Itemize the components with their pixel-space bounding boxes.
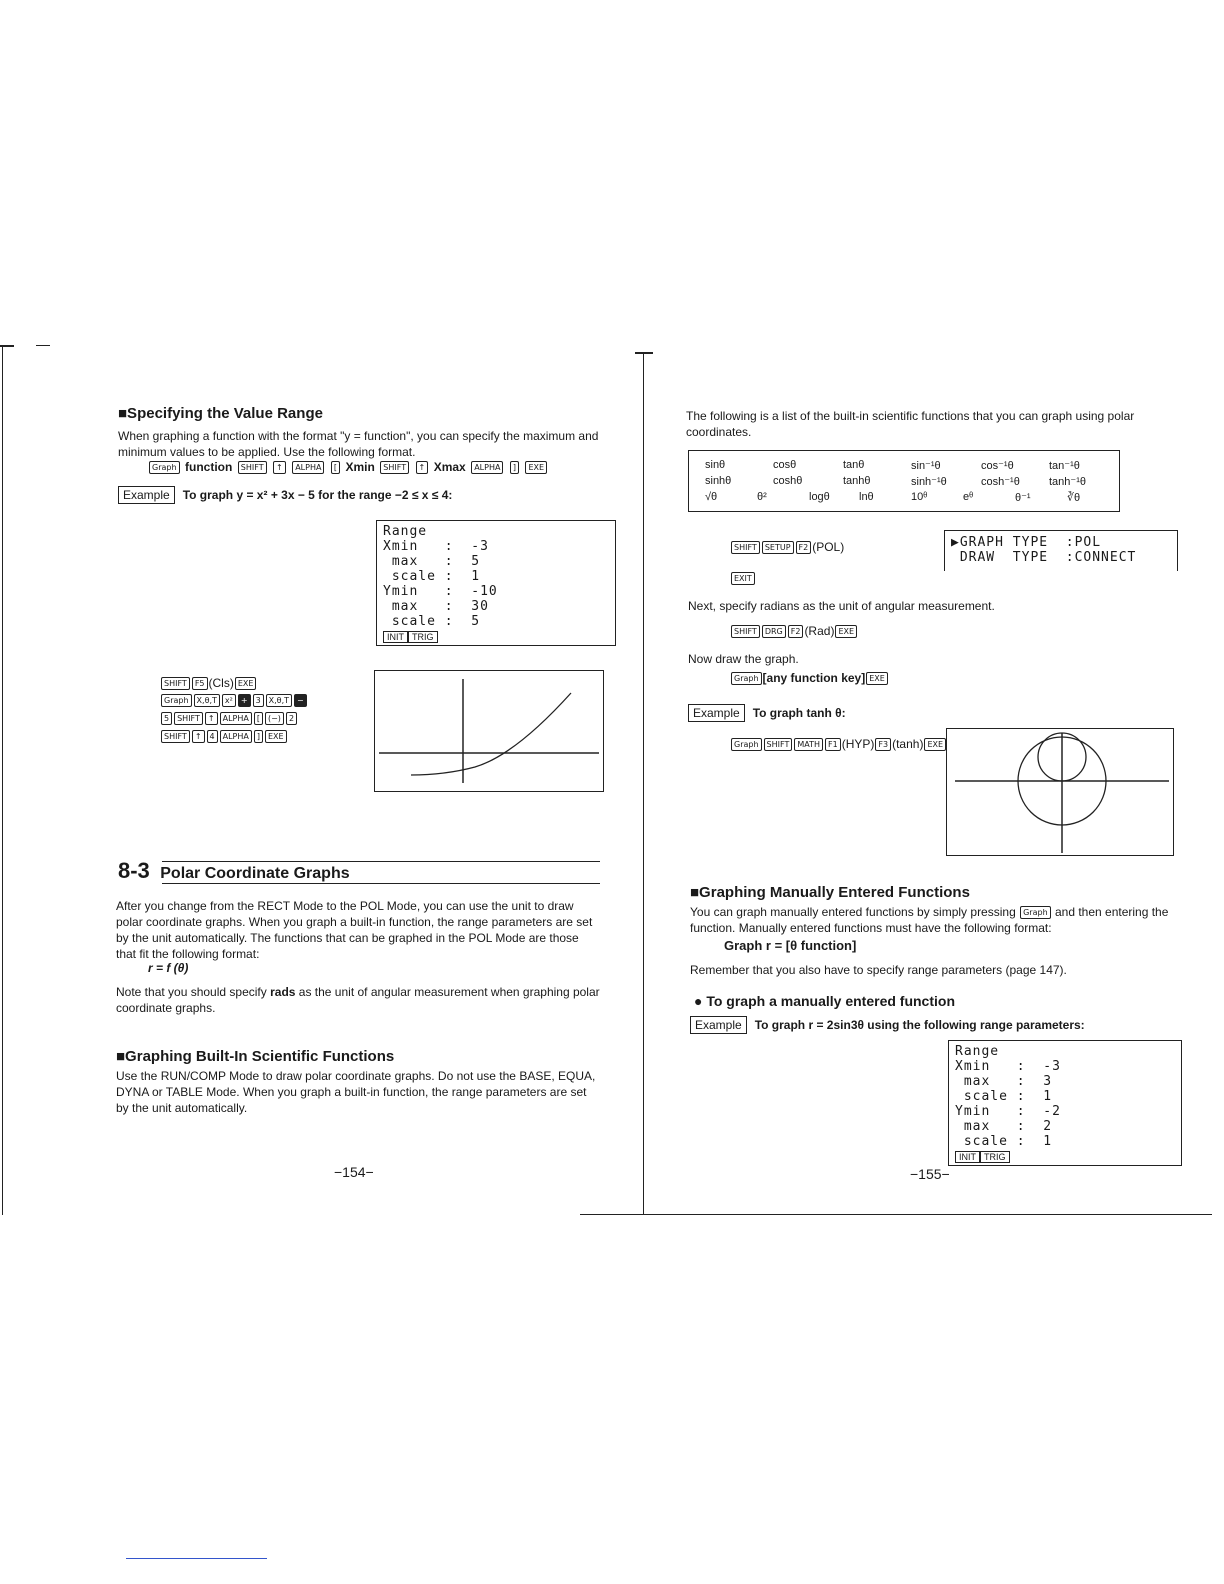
range-row: max : 5 (383, 554, 481, 569)
key: EXE (835, 625, 857, 638)
format-xmax-word: Xmax (433, 460, 466, 474)
center-binding-line (643, 352, 644, 1214)
center-crop-mark (635, 352, 653, 354)
key-note: (POL) (812, 540, 845, 554)
radians-note-rads: rads (270, 985, 296, 999)
key: EXE (235, 677, 257, 690)
function-cell: tanhθ (843, 475, 871, 487)
key: X,θ,T (266, 694, 292, 707)
key-graph: Graph (1020, 906, 1051, 919)
function-cell: θ² (757, 491, 767, 503)
key: SETUP (762, 541, 794, 554)
range-row: scale : 5 (383, 614, 481, 629)
key-graph: Graph (731, 672, 762, 685)
function-cell: coshθ (773, 475, 803, 487)
functions-intro: The following is a list of the built-in scientific functions that you can graph using polar coordinates. (686, 409, 1135, 439)
key: ALPHA (220, 712, 252, 725)
left-crop-mark-inner (36, 345, 50, 346)
radians-note (116, 984, 602, 1016)
key: F2 (796, 541, 812, 554)
key-shift-2: SHIFT (380, 461, 409, 474)
key-shift: SHIFT (238, 461, 267, 474)
softkey-trig: TRIG (408, 631, 438, 643)
function-cell: sinh⁻¹θ (911, 476, 947, 488)
example-text: To graph y = x² + 3x − 5 for the range −2 ≤ x ≤ 4: (182, 488, 453, 502)
keystroke-line (160, 674, 308, 692)
key: 3 (253, 694, 264, 707)
keystroke-line (160, 728, 308, 746)
key: DRG (762, 625, 786, 638)
function-cell: tanh⁻¹θ (1049, 476, 1086, 488)
section-title-builtin: ■Graphing Built-In Scientific Functions (116, 1048, 395, 1065)
function-cell: cosθ (773, 459, 797, 471)
key: EXE (265, 730, 287, 743)
range-row: scale : 1 (955, 1089, 1053, 1104)
key-note: (Cls) (208, 676, 234, 690)
key: − (294, 694, 307, 707)
graph-type-screen (944, 530, 1178, 571)
key-bracket-open: [ (331, 461, 340, 474)
range-row: max : 3 (955, 1074, 1053, 1089)
range-row: Ymin : -2 (955, 1104, 1061, 1119)
rad-keys (730, 622, 858, 640)
manual-para-a: You can graph manually entered functions by simply pressing (690, 905, 1020, 919)
function-cell: sinθ (705, 459, 726, 471)
left-page-edge (2, 345, 3, 1215)
key: F3 (875, 738, 891, 751)
keystroke-block-1 (160, 674, 308, 746)
example-text: To graph tanh θ: (752, 706, 846, 720)
parabola-graph-screen (374, 670, 604, 792)
function-cell: tanθ (843, 459, 865, 471)
bottom-blue-line (126, 1558, 267, 1559)
section-number: 8-3 (118, 858, 150, 883)
keystroke-line (160, 692, 308, 710)
function-cell: cos⁻¹θ (981, 460, 1014, 472)
softkey-init: INIT (383, 631, 408, 643)
key-graph: Graph (149, 461, 180, 474)
manual-paragraph (690, 904, 1182, 936)
key: EXE (924, 738, 946, 751)
key: Graph (161, 694, 192, 707)
key-note: (Rad) (804, 624, 835, 638)
key-note: (HYP) (841, 737, 875, 751)
draw-keys (730, 669, 889, 687)
range-row: max : 2 (955, 1119, 1053, 1134)
softkey-init: INIT (955, 1151, 980, 1163)
section-title: Polar Coordinate Graphs (160, 865, 350, 882)
range-row: Range (955, 1044, 1000, 1059)
example-1 (118, 486, 452, 504)
key-exe: EXE (866, 672, 888, 685)
value-range-format (148, 458, 548, 476)
function-cell: tan⁻¹θ (1049, 460, 1080, 472)
key: SHIFT (764, 738, 793, 751)
softkey-trig: TRIG (980, 1151, 1010, 1163)
range-row: Xmin : -3 (955, 1059, 1061, 1074)
example-label: Example (690, 1016, 747, 1034)
function-cell: cosh⁻¹θ (981, 476, 1020, 488)
key-note: (tanh) (892, 737, 924, 751)
key: x² (222, 694, 236, 707)
function-cell: logθ (809, 491, 830, 503)
range-screen-2 (948, 1040, 1182, 1166)
range-row: scale : 1 (383, 569, 481, 584)
range-row: scale : 1 (955, 1134, 1053, 1149)
format-xmin-word: Xmin (345, 460, 375, 474)
function-cell: eᶿ (963, 491, 974, 503)
key: Graph (731, 738, 762, 751)
key: X,θ,T (194, 694, 220, 707)
functions-table (688, 450, 1120, 512)
left-crop-mark (0, 345, 14, 347)
page-number-right: −155− (910, 1166, 950, 1182)
exit-key-line (730, 570, 756, 588)
range-screen-1 (376, 520, 616, 646)
tanh-keys (730, 735, 947, 753)
radians-note-a: Note that you should specify (116, 985, 271, 999)
section-rule-top (162, 861, 600, 862)
function-cell: sinhθ (705, 475, 732, 487)
key-exit: EXIT (731, 572, 755, 585)
key: SHIFT (174, 712, 203, 725)
key: ↑ (192, 730, 205, 743)
key: SHIFT (161, 730, 190, 743)
radians-instruction: Next, specify radians as the unit of angular measurement. (688, 599, 995, 613)
section-title-manual: ■Graphing Manually Entered Functions (690, 884, 970, 901)
key: F1 (825, 738, 841, 751)
key: [ (254, 712, 263, 725)
radians-note-c: as the unit of angular measurement when graphing polar coordinate graphs. (116, 985, 600, 1015)
function-cell: θ⁻¹ (1015, 492, 1031, 504)
key-arrow-2: ↑ (416, 461, 429, 474)
pol-setup-keys (730, 538, 844, 556)
key-arrow: ↑ (273, 461, 286, 474)
example-label: Example (688, 704, 745, 722)
key: SHIFT (731, 541, 760, 554)
manual-format: Graph r = [θ function] (724, 938, 857, 953)
key: 4 (207, 730, 218, 743)
value-range-intro: When graphing a function with the format "y = function", you can specify the maximum and minimum values to be applied. Use the following format. (118, 429, 599, 459)
range-row: Ymin : -10 (383, 584, 498, 599)
function-cell: 10ᶿ (911, 491, 928, 503)
polar-intro-paragraph: After you change from the RECT Mode to the POL Mode, you can use the unit to draw polar coordinate graphs. When you graph a built-in function, the range parameters are set by the unit automatically. The functions that can be graphed in the POL Mode are those that fit the following format: (116, 899, 593, 961)
example-label: Example (118, 486, 175, 504)
function-cell: √θ (705, 491, 718, 503)
key: + (238, 694, 251, 707)
function-cell: sin⁻¹θ (911, 460, 941, 472)
range-reminder: Remember that you also have to specify range parameters (page 147). (690, 963, 1067, 977)
key: ] (254, 730, 263, 743)
function-cell: ∛θ (1067, 492, 1081, 504)
key: 5 (161, 712, 172, 725)
page-number-left: −154− (334, 1164, 374, 1180)
section-title-value-range: ■Specifying the Value Range (118, 405, 323, 422)
key-exe: EXE (525, 461, 547, 474)
key: MATH (794, 738, 823, 751)
manual-para-b: and then entering the function. Manually entered functions must have the following format: (690, 905, 1169, 935)
any-function-key: [any function key] (762, 671, 866, 685)
format-function-word: function (185, 460, 233, 474)
range-row: Xmin : -3 (383, 539, 489, 554)
key: ALPHA (220, 730, 252, 743)
section-rule-bottom (162, 883, 600, 884)
key-alpha: ALPHA (292, 461, 324, 474)
key: F2 (788, 625, 804, 638)
parabola-curve (411, 693, 571, 775)
key: SHIFT (161, 677, 190, 690)
example-3 (690, 1016, 1085, 1034)
keystroke-line (160, 710, 308, 728)
polar-formula: r = f (θ) (148, 961, 189, 975)
key: (−) (265, 712, 284, 725)
key-alpha-2: ALPHA (471, 461, 503, 474)
tanh-polar-graph-screen (946, 728, 1174, 856)
range-row: max : 30 (383, 599, 489, 614)
graph-type-row: ▶GRAPH TYPE :POL (951, 535, 1102, 550)
draw-instruction: Now draw the graph. (688, 652, 799, 666)
draw-type-row: DRAW TYPE :CONNECT (951, 550, 1137, 565)
function-cell: lnθ (859, 491, 874, 503)
key: ↑ (205, 712, 218, 725)
example-2 (688, 704, 846, 722)
manual-subtitle: ● To graph a manually entered function (694, 993, 956, 1009)
key-bracket-close: ] (510, 461, 519, 474)
key: 2 (286, 712, 297, 725)
range-row: Range (383, 524, 428, 539)
key: F5 (192, 677, 208, 690)
key: SHIFT (731, 625, 760, 638)
bottom-page-edge (580, 1214, 1212, 1215)
builtin-paragraph: Use the RUN/COMP Mode to draw polar coordinate graphs. Do not use the BASE, EQUA, DYNA or TABLE Mode. When you graph a built-in function, the range parameters are set by the unit automatically. (116, 1069, 596, 1115)
example-text: To graph r = 2sin3θ using the following range parameters: (754, 1018, 1085, 1032)
